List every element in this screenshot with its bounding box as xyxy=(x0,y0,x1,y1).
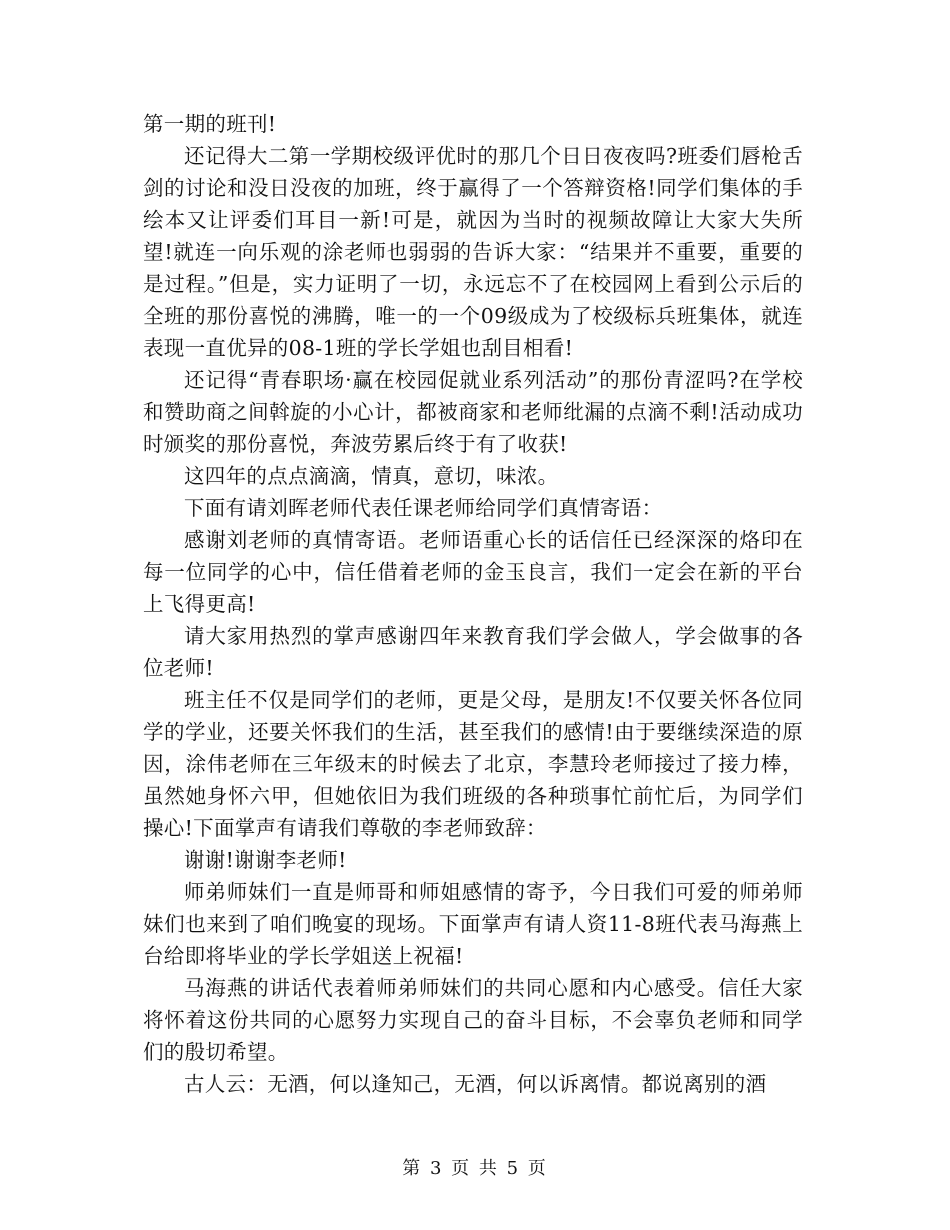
paragraph-8: 班主任不仅是同学们的老师，更是父母，是朋友!不仅要关怀各位同学的学业，还要关怀我们的生活，甚至我们的感情!由于要继续深造的原因，涂伟老师在三年级末的时候去了北京，李慧玲老师接过了接力棒，虽然她身怀六甲，但她依旧为我们班级的各种琐事忙前忙后，为同学们操心!下面掌声有请我们尊敬的李老师致辞： xyxy=(143,688,803,840)
paragraph-1: 第一期的班刊! xyxy=(143,112,277,136)
document-body xyxy=(143,108,803,1100)
paragraph-4: 这四年的点点滴滴，情真，意切，味浓。 xyxy=(184,464,559,488)
paragraph-11: 马海燕的讲话代表着师弟师妹们的共同心愿和内心感受。信任大家将怀着这份共同的心愿努力实现自己的奋斗目标，不会辜负老师和同学们的殷切希望。 xyxy=(143,976,803,1064)
paragraph-5: 下面有请刘晖老师代表任课老师给同学们真情寄语： xyxy=(184,496,663,520)
paragraph-6: 感谢刘老师的真情寄语。老师语重心长的话信任已经深深的烙印在每一位同学的心中，信任借着老师的金玉良言，我们一定会在新的平台上飞得更高! xyxy=(143,528,803,616)
paragraph-7: 请大家用热烈的掌声感谢四年来教育我们学会做人，学会做事的各位老师! xyxy=(143,624,803,680)
paragraph-12: 古人云：无酒，何以逢知己，无酒，何以诉离情。都说离别的酒 xyxy=(184,1072,767,1096)
paragraph-3: 还记得“青春职场·赢在校园促就业系列活动”的那份青涩吗?在学校和赞助商之间斡旋的小心计，都被商家和老师纰漏的点滴不剩!活动成功时颁奖的那份喜悦，奔波劳累后终于有了收获! xyxy=(143,368,803,456)
paragraph-10: 师弟师妹们一直是师哥和师姐感情的寄予，今日我们可爱的师弟师妹们也来到了咱们晚宴的现场。下面掌声有请人资11-8班代表马海燕上台给即将毕业的学长学姐送上祝福! xyxy=(143,880,803,968)
page-number-footer: 第 3 页 共 5 页 xyxy=(402,1158,548,1179)
paragraph-9: 谢谢!谢谢李老师! xyxy=(184,848,347,872)
paragraph-2: 还记得大二第一学期校级评优时的那几个日日夜夜吗?班委们唇枪舌剑的讨论和没日没夜的加班，终于赢得了一个答辩资格!同学们集体的手绘本又让评委们耳目一新!可是，就因为当时的视频故障让大家大失所望!就连一向乐观的涂老师也弱弱的告诉大家：“结果并不重要，重要的是过程。”但是，实力证明了一切，永远忘不了在校园网上看到公示后的全班的那份喜悦的沸腾，唯一的一个09级成为了校级标兵班集体，就连表现一直优异的08-1班的学长学姐也刮目相看! xyxy=(143,144,803,360)
